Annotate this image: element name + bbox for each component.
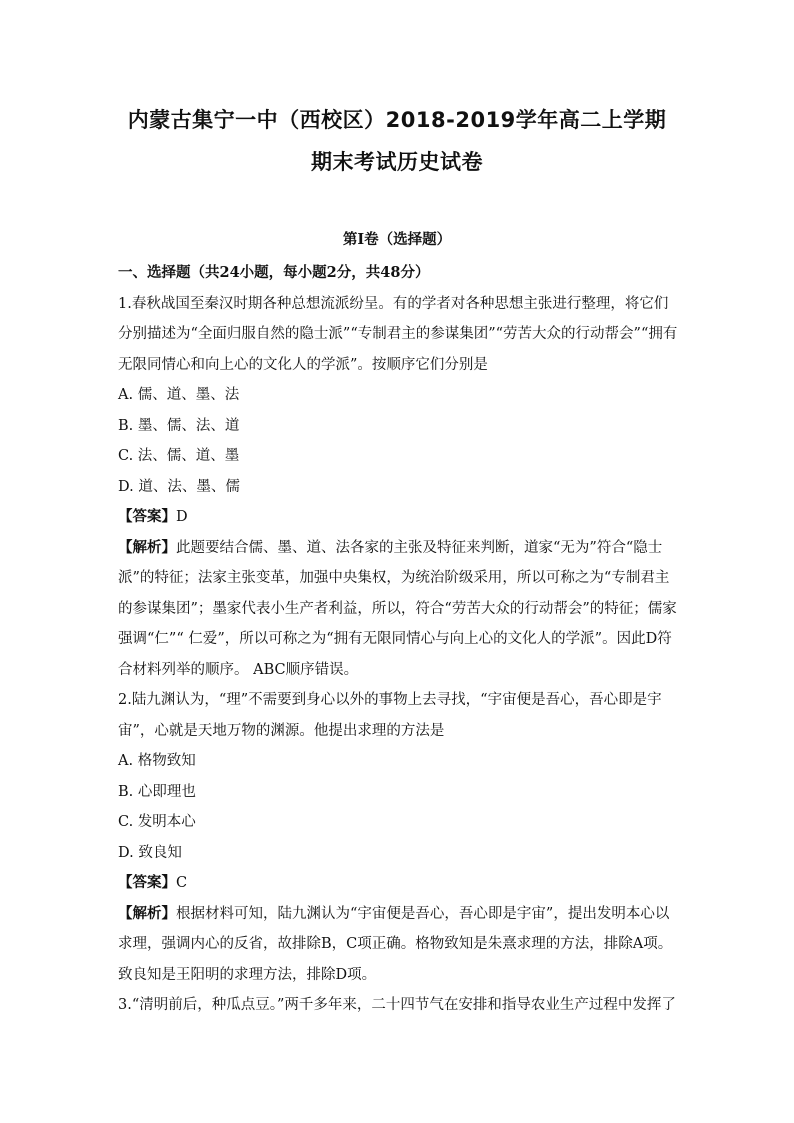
- question-2-option-b: B. 心即理也: [118, 783, 196, 800]
- answer-tag: 【答案】: [118, 508, 176, 525]
- answer-tag: 【答案】: [118, 874, 176, 891]
- part-heading: 一、选择题（共24小题，每小题2分，共48分）: [118, 264, 430, 281]
- analysis-text: 根据材料可知，陆九渊认为“宇宙便是吾心，吾心即是宇宙”，提出发明本心以求理，强调内心的反省，故排除B，C项正确。格物致知是朱熹求理的方法，排除A项。致良知是王阳明的求理方法，排除D项。: [118, 905, 673, 983]
- document-body: [118, 258, 678, 1021]
- question-2-option-a: A. 格物致知: [118, 753, 196, 769]
- question-1-option-b: B. 墨、儒、法、道: [118, 417, 240, 434]
- question-3-stem: 3.“清明前后，种瓜点豆。”两千多年来，二十四节气在安排和指导农业生产过程中发挥了: [118, 997, 676, 1013]
- document-title-line-2: 期末考试历史试卷: [311, 150, 483, 174]
- question-1-option-c: C. 法、儒、道、墨: [118, 448, 240, 464]
- question-1-stem: 1.春秋战国至秦汉时期各种总想流派纷呈。有的学者对各种思想主张进行整理，将它们分别描述为“全面归服自然的隐士派”“专制君主的参谋集团”“劳苦大众的行动帮会”“拥有无限同情心和向上心的文化人的学派”。按顺序它们分别是: [118, 295, 678, 373]
- analysis-tag: 【解析】: [118, 904, 176, 922]
- answer-value: D: [176, 509, 188, 525]
- question-1-analysis: [118, 533, 678, 686]
- question-2-analysis: [118, 899, 678, 991]
- question-2-stem: 2.陆九渊认为，“理”不需要到身心以外的事物上去寻找，“宇宙便是吾心，吾心即是宇宙”，心就是天地万物的渊源。他提出求理的方法是: [118, 692, 662, 739]
- question-2-option-d: D. 致良知: [118, 844, 182, 861]
- question-1-answer: [118, 502, 678, 533]
- analysis-text: 此题要结合儒、墨、道、法各家的主张及特征来判断，道家“无为”符合“隐士派”的特征；法家主张变革，加强中央集权，为统治阶级采用，所以可称之为“专制君主的参谋集团”；墨家代表小生产者利益，所以，符合“劳苦大众的行动帮会”的特征；儒家强调“仁”“ 仁爱”，所以可称之为“拥有无限同情心与向上心的文化人的学派”。因此D符合材料列举的顺序。 ABC顺序错误。: [118, 539, 677, 678]
- section-heading: 第Ⅰ卷（选择题）: [342, 231, 452, 248]
- question-1-option-d: D. 道、法、墨、儒: [118, 478, 240, 495]
- question-1-option-a: A. 儒、道、墨、法: [118, 387, 240, 403]
- document-title-line-1: 内蒙古集宁一中（西校区）2018-2019学年高二上学期: [127, 108, 667, 132]
- analysis-tag: 【解析】: [118, 538, 176, 556]
- question-2-answer: [118, 868, 678, 899]
- answer-value: C: [176, 875, 188, 891]
- question-2-option-c: C. 发明本心: [118, 814, 196, 830]
